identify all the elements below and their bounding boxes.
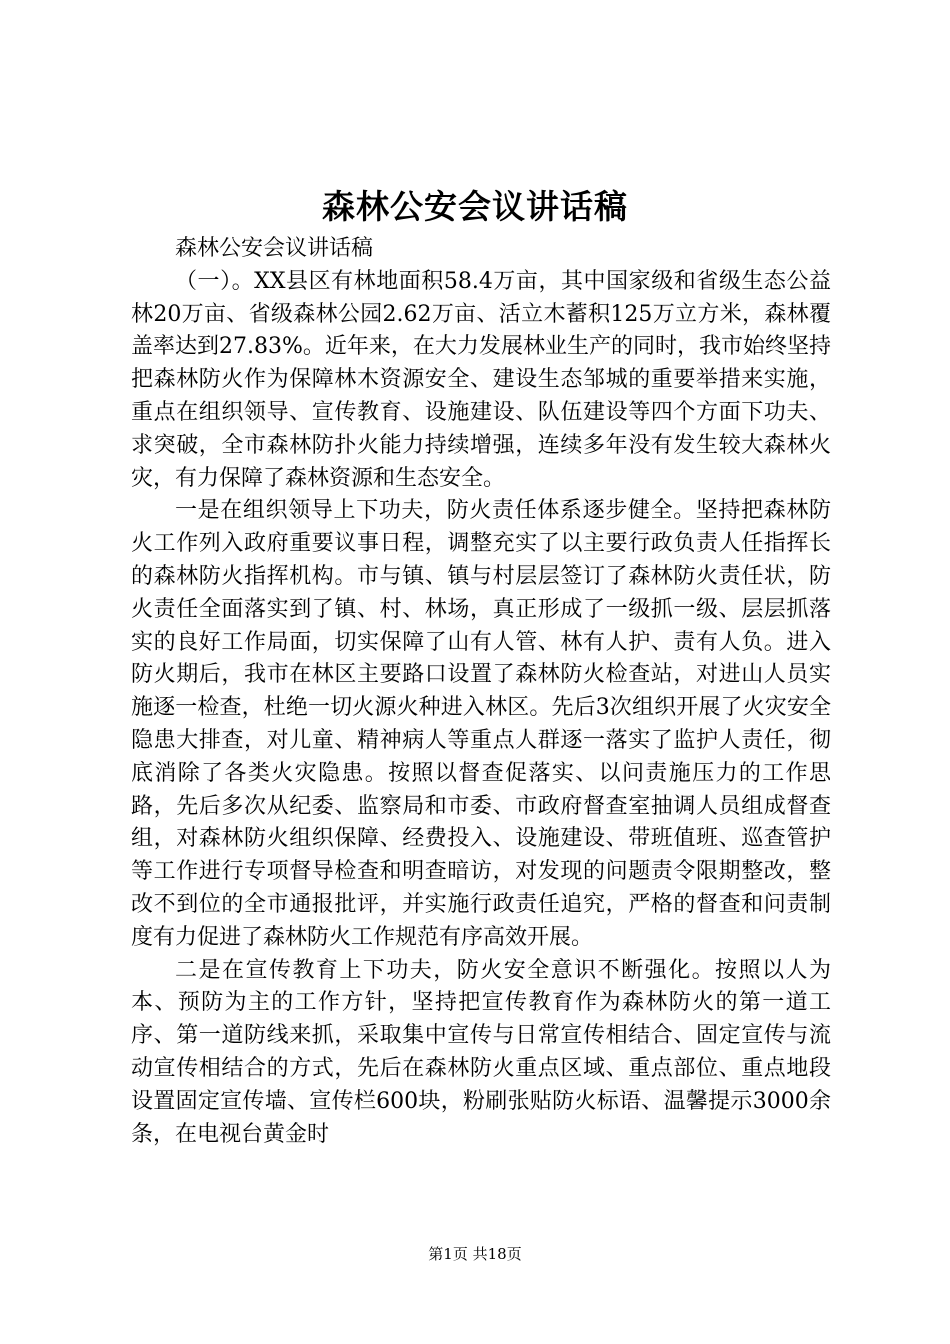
page-footer: 第1页 共18页 — [428, 1245, 522, 1263]
document-body — [131, 233, 831, 1151]
paragraph-publicity: 二是在宣传教育上下功夫，防火安全意识不断强化。按照以人为本、预防为主的工作方针，坚持把宣传教育作为森林防火的第一道工序、第一道防线来抓，采取集中宣传与日常宣传相结合、固定宣传与流动宣传相结合的方式，先后在森林防火重点区域、重点部位、重点地段设置固定宣传墙、宣传栏600块，粉刷张贴防火标语、温馨提示3000余条，在电视台黄金时 — [131, 957, 831, 1147]
document-title: 森林公安会议讲话稿 — [322, 187, 628, 226]
paragraph-intro: （一）。XX县区有林地面积58.4万亩，其中国家级和省级生态公益林20万亩、省级森林公园2.62万亩、活立木蓄积125万立方米，森林覆盖率达到27.83%。近年来，在大力发展林业生产的同时，我市始终坚持把森林防火作为保障林木资源安全、建设生态邹城的重要举措来实施，重点在组织领导、宣传教育、设施建设、队伍建设等四个方面下功夫、求突破，全市森林防扑火能力持续增强，连续多年没有发生较大森林火灾，有力保障了森林资源和生态安全。 — [131, 268, 831, 491]
paragraph-organization: 一是在组织领导上下功夫，防火责任体系逐步健全。坚持把森林防火工作列入政府重要议事日程，调整充实了以主要行政负责人任指挥长的森林防火指挥机构。市与镇、镇与村层层签订了森林防火责任状，防火责任全面落实到了镇、村、林场，真正形成了一级抓一级、层层抓落实的良好工作局面，切实保障了山有人管、林有人护、责有人负。进入防火期后，我市在林区主要路口设置了森林防火检查站，对进山人员实施逐一检查，杜绝一切火源火种进入林区。先后3次组织开展了火灾安全隐患大排查，对儿童、精神病人等重点人群逐一落实了监护人责任，彻底消除了各类火灾隐患。按照以督查促落实、以问责施压力的工作思路，先后多次从纪委、监察局和市委、市政府督查室抽调人员组成督查组，对森林防火组织保障、经费投入、设施建设、带班值班、巡查管护等工作进行专项督导检查和明查暗访，对发现的问题责令限期整改，整改不到位的全市通报批评，并实施行政责任追究，严格的督查和问责制度有力促进了森林防火工作规范有序高效开展。 — [131, 498, 831, 950]
paragraph-subtitle: 森林公安会议讲话稿 — [175, 236, 374, 261]
